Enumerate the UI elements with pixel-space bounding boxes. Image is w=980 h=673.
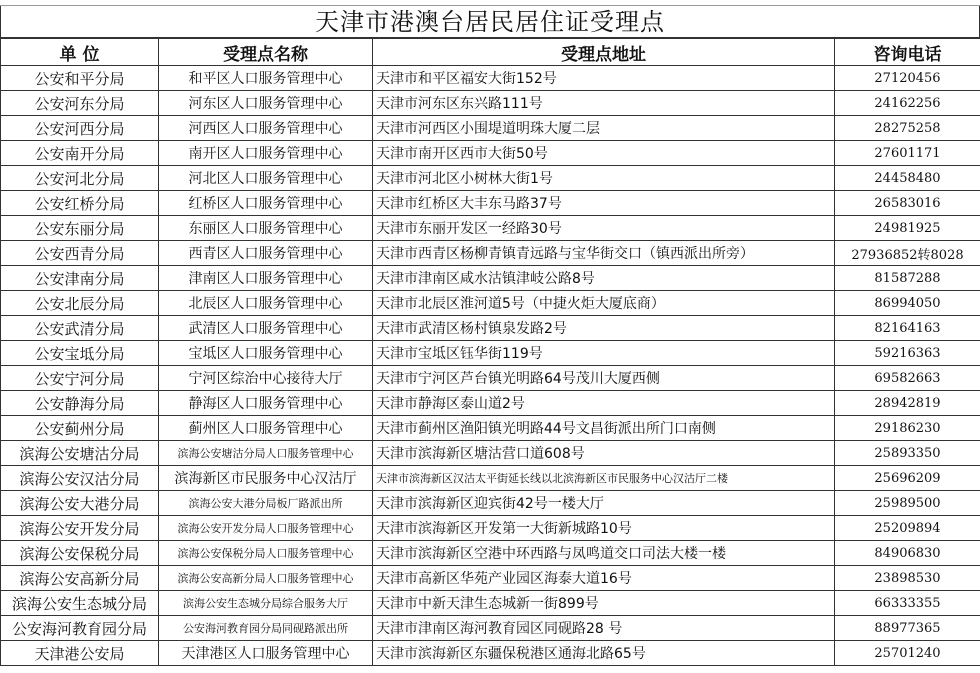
- phone-cell: 24458480: [835, 166, 980, 191]
- unit-cell: 公安北辰分局: [1, 291, 159, 316]
- phone-cell: 29186230: [835, 416, 980, 441]
- unit-cell: 公安河北分局: [1, 166, 159, 191]
- office-name-cell: 河北区人口服务管理中心: [159, 166, 373, 191]
- address-cell: 天津市东丽开发区一经路30号: [373, 216, 835, 241]
- phone-cell: 84906830: [835, 541, 980, 566]
- phone-cell: 86994050: [835, 291, 980, 316]
- address-cell: 天津市滨海新区空港中环西路与凤鸣道交口司法大楼一楼: [373, 541, 835, 566]
- office-name-cell: 和平区人口服务管理中心: [159, 66, 373, 91]
- address-cell: 天津市滨海新区迎宾街42号一楼大厅: [373, 491, 835, 516]
- address-cell: 天津市武清区杨村镇泉发路2号: [373, 316, 835, 341]
- office-name-cell: 南开区人口服务管理中心: [159, 141, 373, 166]
- address-cell: 天津市河北区小树林大街1号: [373, 166, 835, 191]
- spreadsheet: [0, 6, 980, 673]
- unit-cell: 公安红桥分局: [1, 191, 159, 216]
- address-cell: 天津市宁河区芦台镇光明路64号茂川大厦西侧: [373, 366, 835, 391]
- address-cell: 天津市蓟州区渔阳镇光明路44号文昌街派出所门口南侧: [373, 416, 835, 441]
- phone-cell: 27120456: [835, 66, 980, 91]
- unit-cell: 滨海公安保税分局: [1, 541, 159, 566]
- table-row: [1, 641, 980, 666]
- sheet-title: 天津市港澳台居民居住证受理点: [0, 6, 980, 38]
- office-name-cell: 东丽区人口服务管理中心: [159, 216, 373, 241]
- address-cell: 天津市静海区泰山道2号: [373, 391, 835, 416]
- office-name-cell: 武清区人口服务管理中心: [159, 316, 373, 341]
- header-office-name: 受理点名称: [159, 39, 373, 66]
- phone-cell: 25696209: [835, 466, 980, 491]
- unit-cell: 滨海公安塘沽分局: [1, 441, 159, 466]
- unit-cell: 公安河东分局: [1, 91, 159, 116]
- table-row: [1, 66, 980, 91]
- header-row: [1, 39, 980, 66]
- unit-cell: 天津港公安局: [1, 641, 159, 666]
- address-cell: 天津市北辰区淮河道5号（中捷火炬大厦底商）: [373, 291, 835, 316]
- address-cell: 天津市高新区华苑产业园区海泰大道16号: [373, 566, 835, 591]
- unit-cell: 公安宝坻分局: [1, 341, 159, 366]
- phone-cell: 59216363: [835, 341, 980, 366]
- phone-cell: 25989500: [835, 491, 980, 516]
- phone-cell: 28942819: [835, 391, 980, 416]
- table-row: [1, 366, 980, 391]
- phone-cell: 66333355: [835, 591, 980, 616]
- unit-cell: 滨海公安高新分局: [1, 566, 159, 591]
- unit-cell: 公安南开分局: [1, 141, 159, 166]
- table-row: [1, 116, 980, 141]
- address-cell: 天津市中新天津生态城新一街899号: [373, 591, 835, 616]
- unit-cell: 公安东丽分局: [1, 216, 159, 241]
- office-name-cell: 蓟州区人口服务管理中心: [159, 416, 373, 441]
- phone-cell: 23898530: [835, 566, 980, 591]
- phone-cell: 26583016: [835, 191, 980, 216]
- phone-cell: 25701240: [835, 641, 980, 666]
- address-cell: 天津市津南区咸水沽镇津岐公路8号: [373, 266, 835, 291]
- office-name-cell: 滨海公安高新分局人口服务管理中心: [159, 566, 373, 591]
- phone-cell: 24162256: [835, 91, 980, 116]
- table-row: [1, 216, 980, 241]
- table-row: [1, 191, 980, 216]
- unit-cell: 公安河西分局: [1, 116, 159, 141]
- office-name-cell: 北辰区人口服务管理中心: [159, 291, 373, 316]
- office-name-cell: 津南区人口服务管理中心: [159, 266, 373, 291]
- office-name-cell: 滨海公安大港分局板厂路派出所: [159, 491, 373, 516]
- office-name-cell: 滨海公安保税分局人口服务管理中心: [159, 541, 373, 566]
- phone-cell: 24981925: [835, 216, 980, 241]
- address-cell: 天津市滨海新区汉沽太平街延长线以北滨海新区市民服务中心汉沽厅二楼: [373, 466, 835, 491]
- address-cell: 天津市津南区海河教育园区同砚路28 号: [373, 616, 835, 641]
- phone-cell: 25893350: [835, 441, 980, 466]
- phone-cell: 25209894: [835, 516, 980, 541]
- table-row: [1, 341, 980, 366]
- office-name-cell: 滨海公安塘沽分局人口服务管理中心: [159, 441, 373, 466]
- unit-cell: 公安宁河分局: [1, 366, 159, 391]
- unit-cell: 公安武清分局: [1, 316, 159, 341]
- address-cell: 天津市河西区小围堤道明珠大厦二层: [373, 116, 835, 141]
- table-row: [1, 616, 980, 641]
- phone-cell: 88977365: [835, 616, 980, 641]
- unit-cell: 公安静海分局: [1, 391, 159, 416]
- office-name-cell: 静海区人口服务管理中心: [159, 391, 373, 416]
- phone-cell: 27936852转8028: [835, 241, 980, 266]
- table-row: [1, 241, 980, 266]
- office-name-cell: 河西区人口服务管理中心: [159, 116, 373, 141]
- phone-cell: 28275258: [835, 116, 980, 141]
- phone-cell: 81587288: [835, 266, 980, 291]
- address-cell: 天津市红桥区大丰东马路37号: [373, 191, 835, 216]
- unit-cell: 滨海公安汉沽分局: [1, 466, 159, 491]
- office-name-cell: 公安海河教育园分局同砚路派出所: [159, 616, 373, 641]
- header-address: 受理点地址: [373, 39, 835, 66]
- address-cell: 天津市滨海新区开发第一大街新城路10号: [373, 516, 835, 541]
- unit-cell: 滨海公安生态城分局: [1, 591, 159, 616]
- unit-cell: 公安蓟州分局: [1, 416, 159, 441]
- office-name-cell: 滨海公安开发分局人口服务管理中心: [159, 516, 373, 541]
- address-cell: 天津市河东区东兴路111号: [373, 91, 835, 116]
- table-row: [1, 541, 980, 566]
- table-row: [1, 441, 980, 466]
- table-row: [1, 591, 980, 616]
- office-name-cell: 红桥区人口服务管理中心: [159, 191, 373, 216]
- address-cell: 天津市滨海新区东疆保税港区通海北路65号: [373, 641, 835, 666]
- unit-cell: 滨海公安开发分局: [1, 516, 159, 541]
- office-name-cell: 滨海新区市民服务中心汉沽厅: [159, 466, 373, 491]
- service-points-table: [0, 38, 980, 666]
- unit-cell: 公安和平分局: [1, 66, 159, 91]
- table-row: [1, 141, 980, 166]
- unit-cell: 滨海公安大港分局: [1, 491, 159, 516]
- phone-cell: 82164163: [835, 316, 980, 341]
- table-row: [1, 391, 980, 416]
- office-name-cell: 天津港区人口服务管理中心: [159, 641, 373, 666]
- office-name-cell: 河东区人口服务管理中心: [159, 91, 373, 116]
- phone-cell: 27601171: [835, 141, 980, 166]
- unit-cell: 公安海河教育园分局: [1, 616, 159, 641]
- office-name-cell: 西青区人口服务管理中心: [159, 241, 373, 266]
- header-phone: 咨询电话: [835, 39, 980, 66]
- address-cell: 天津市宝坻区钰华街119号: [373, 341, 835, 366]
- phone-cell: 69582663: [835, 366, 980, 391]
- table-row: [1, 266, 980, 291]
- table-body: [1, 66, 980, 666]
- table-row: [1, 466, 980, 491]
- header-unit: 单 位: [1, 39, 159, 66]
- table-row: [1, 491, 980, 516]
- address-cell: 天津市滨海新区塘沽营口道608号: [373, 441, 835, 466]
- table-row: [1, 91, 980, 116]
- unit-cell: 公安津南分局: [1, 266, 159, 291]
- table-row: [1, 291, 980, 316]
- office-name-cell: 宝坻区人口服务管理中心: [159, 341, 373, 366]
- office-name-cell: 滨海公安生态城分局综合服务大厅: [159, 591, 373, 616]
- address-cell: 天津市和平区福安大街152号: [373, 66, 835, 91]
- office-name-cell: 宁河区综治中心接待大厅: [159, 366, 373, 391]
- unit-cell: 公安西青分局: [1, 241, 159, 266]
- table-row: [1, 316, 980, 341]
- address-cell: 天津市南开区西市大街50号: [373, 141, 835, 166]
- table-row: [1, 516, 980, 541]
- table-row: [1, 166, 980, 191]
- address-cell: 天津市西青区杨柳青镇青远路与宝华街交口（镇西派出所旁）: [373, 241, 835, 266]
- table-row: [1, 566, 980, 591]
- table-row: [1, 416, 980, 441]
